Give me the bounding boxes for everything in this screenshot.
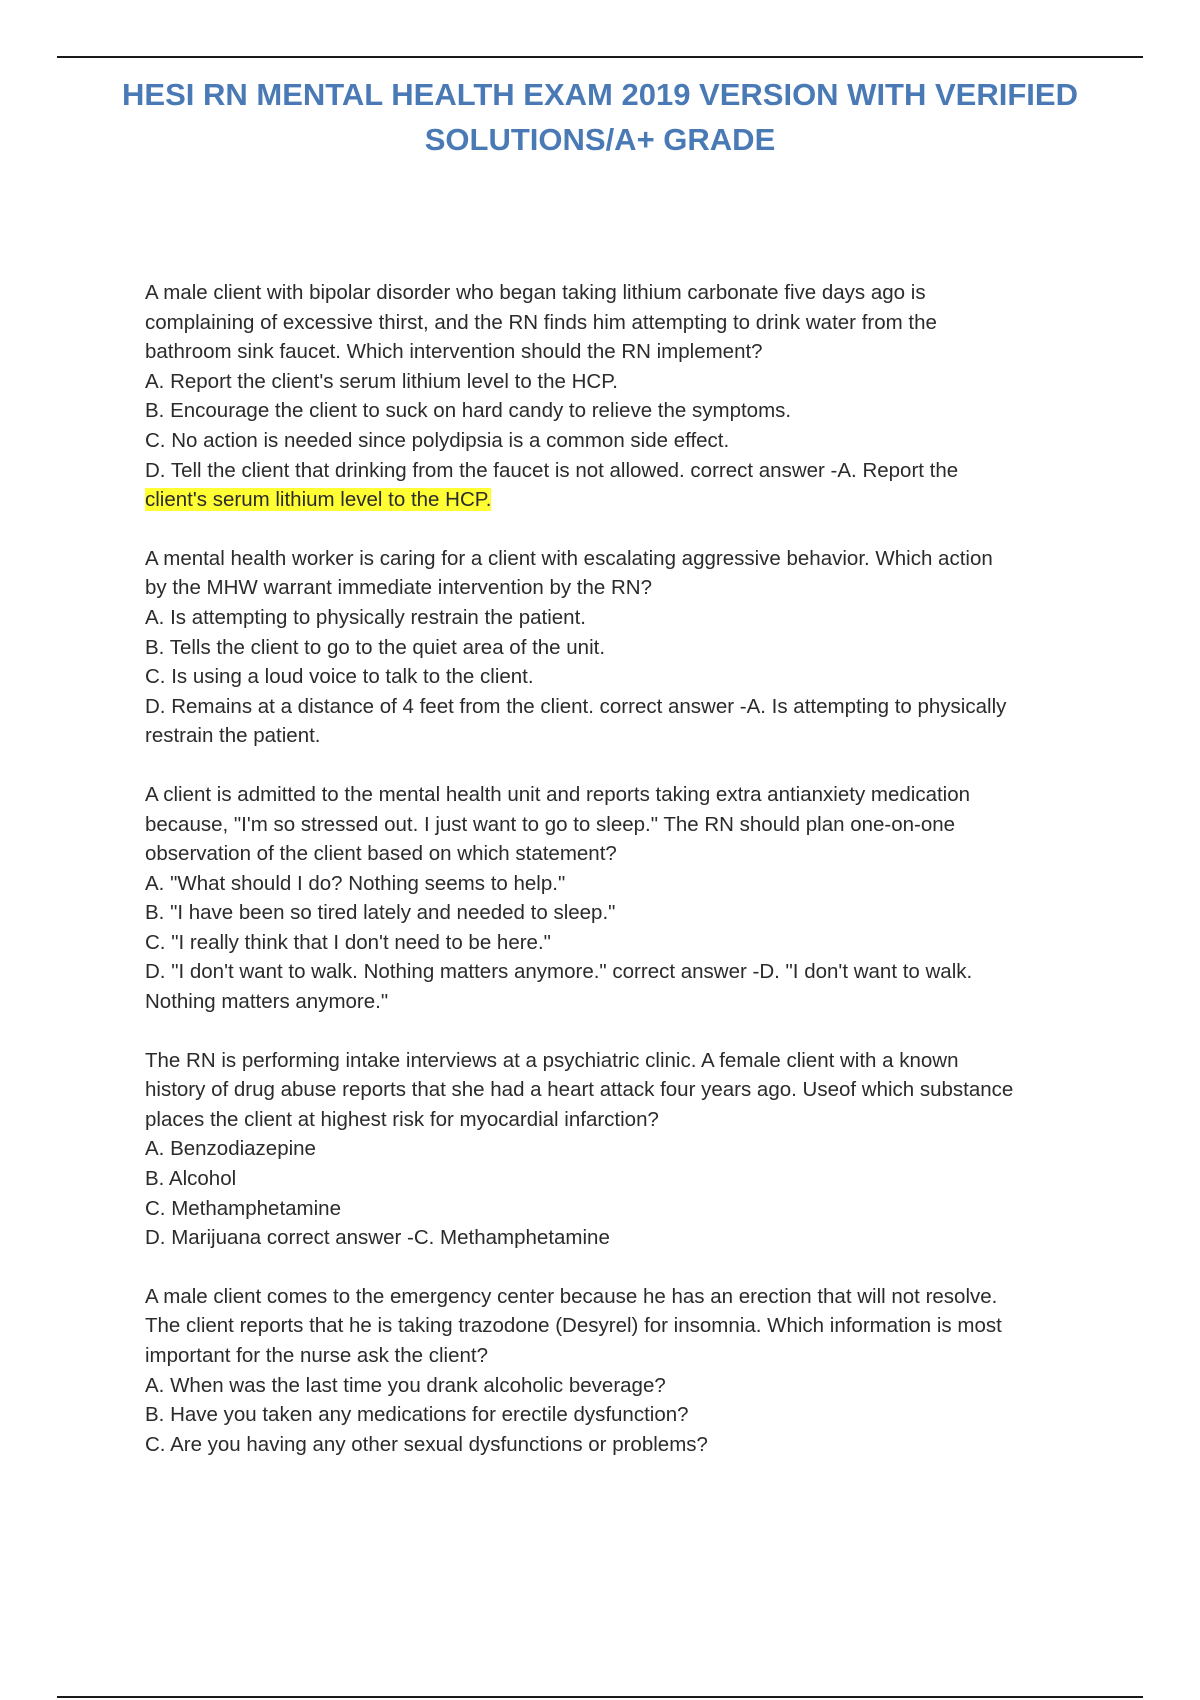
question-text-line: complaining of excessive thirst, and the RN finds him attempting to drink water from the — [145, 310, 937, 334]
answer-option-d: D. Remains at a distance of 4 feet from the client. correct answer -A. Is attempting to physically — [145, 694, 1007, 718]
question-1 — [145, 278, 1095, 515]
answer-option-b: B. Alcohol — [145, 1167, 237, 1191]
question-text-line: A male client with bipolar disorder who began taking lithium carbonate five days ago is — [145, 281, 926, 304]
bottom-rule — [57, 1696, 1143, 1698]
question-text-line: history of drug abuse reports that she had a heart attack four years ago. Useof which substance — [145, 1078, 1014, 1102]
answer-option-d: D. Tell the client that drinking from the faucet is not allowed. correct answer -A. Report the — [145, 458, 959, 482]
answer-option-c: C. Is using a loud voice to talk to the client. — [145, 665, 534, 689]
top-rule — [57, 56, 1143, 58]
answer-option-b: B. Have you taken any medications for erectile dysfunction? — [145, 1403, 689, 1427]
question-5 — [145, 1282, 1095, 1460]
correct-answer-line: restrain the patient. — [145, 724, 321, 748]
answer-option-a: A. "What should I do? Nothing seems to help." — [145, 871, 566, 895]
question-text-line: bathroom sink faucet. Which intervention should the RN implement? — [145, 340, 763, 364]
answer-option-a: A. Report the client's serum lithium level to the HCP. — [145, 369, 618, 393]
document-body — [145, 278, 1095, 1488]
question-2 — [145, 544, 1095, 751]
question-3 — [145, 780, 1095, 1017]
question-4 — [145, 1046, 1095, 1253]
answer-option-d: D. "I don't want to walk. Nothing matters anymore." correct answer -D. "I don't want to walk. — [145, 960, 973, 984]
answer-option-c: C. Methamphetamine — [145, 1196, 341, 1220]
question-text-line: because, "I'm so stressed out. I just want to go to sleep." The RN should plan one-on-one — [145, 812, 956, 836]
answer-option-b: B. Encourage the client to suck on hard candy to relieve the symptoms. — [145, 399, 792, 423]
answer-option-c: C. No action is needed since polydipsia is a common side effect. — [145, 428, 730, 452]
answer-option-c: C. "I really think that I don't need to be here." — [145, 930, 551, 954]
answer-option-d: D. Marijuana correct answer -C. Methamphetamine — [145, 1226, 610, 1250]
highlighted-answer: client's serum lithium level to the HCP. — [145, 488, 492, 512]
question-text-line: A client is admitted to the mental health unit and reports taking extra antianxiety medication — [145, 782, 971, 806]
answer-option-a: A. When was the last time you drank alcoholic beverage? — [145, 1373, 666, 1397]
question-text-line: A male client comes to the emergency center because he has an erection that will not resolve. — [145, 1284, 998, 1308]
question-text-line: important for the nurse ask the client? — [145, 1344, 488, 1367]
answer-option-a: A. Benzodiazepine — [145, 1137, 316, 1161]
document-title — [100, 72, 1100, 162]
correct-answer-line — [145, 485, 1095, 515]
answer-option-b: B. "I have been so tired lately and needed to sleep." — [145, 901, 616, 925]
title-line-2: SOLUTIONS/A+ GRADE — [424, 122, 776, 157]
answer-option-b: B. Tells the client to go to the quiet area of the unit. — [145, 635, 606, 659]
answer-option-c: C. Are you having any other sexual dysfunctions or problems? — [145, 1432, 708, 1456]
answer-option-a: A. Is attempting to physically restrain the patient. — [145, 605, 586, 629]
question-text-line: The RN is performing intake interviews at a psychiatric clinic. A female client with a known — [145, 1048, 959, 1072]
question-text-line: A mental health worker is caring for a client with escalating aggressive behavior. Which action — [145, 546, 993, 570]
question-text-line: by the MHW warrant immediate intervention by the RN? — [145, 576, 653, 600]
correct-answer-line: Nothing matters anymore." — [145, 990, 389, 1014]
question-text-line: places the client at highest risk for myocardial infarction? — [145, 1107, 659, 1131]
question-text-line: The client reports that he is taking trazodone (Desyrel) for insomnia. Which information is most — [145, 1314, 1002, 1338]
question-text-line: observation of the client based on which statement? — [145, 842, 617, 866]
title-line-1: HESI RN MENTAL HEALTH EXAM 2019 VERSION WITH VERIFIED — [122, 77, 1078, 112]
